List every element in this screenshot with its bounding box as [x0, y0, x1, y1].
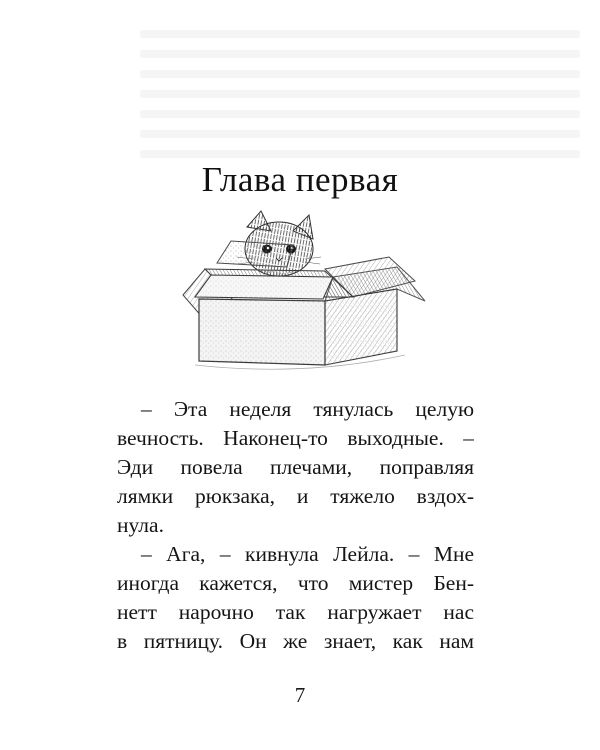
text-line: Эди повела плечами, поправляя: [117, 455, 474, 479]
text-line: нула.: [117, 513, 164, 537]
text-line: иногда кажется, что мистер Бен-: [117, 571, 474, 595]
kitten-in-box-icon: [175, 205, 435, 375]
chapter-title: Глава первая: [201, 160, 399, 199]
text-line: лямки рюкзака, и тяжело вздох-: [117, 484, 474, 508]
chapter-body-text: [117, 395, 474, 656]
page-number: 7: [294, 683, 306, 707]
bleed-through-text: [140, 18, 580, 168]
text-line: нетт нарочно так нагружает нас: [117, 600, 474, 624]
text-line: вечность. Наконец-то выходные. –: [117, 426, 474, 450]
text-line: в пятницу. Он же знает, как нам: [117, 629, 474, 653]
text-line: – Эта неделя тянулась целую: [141, 397, 474, 421]
text-line: – Ага, – кивнула Лейла. – Мне: [141, 542, 474, 566]
